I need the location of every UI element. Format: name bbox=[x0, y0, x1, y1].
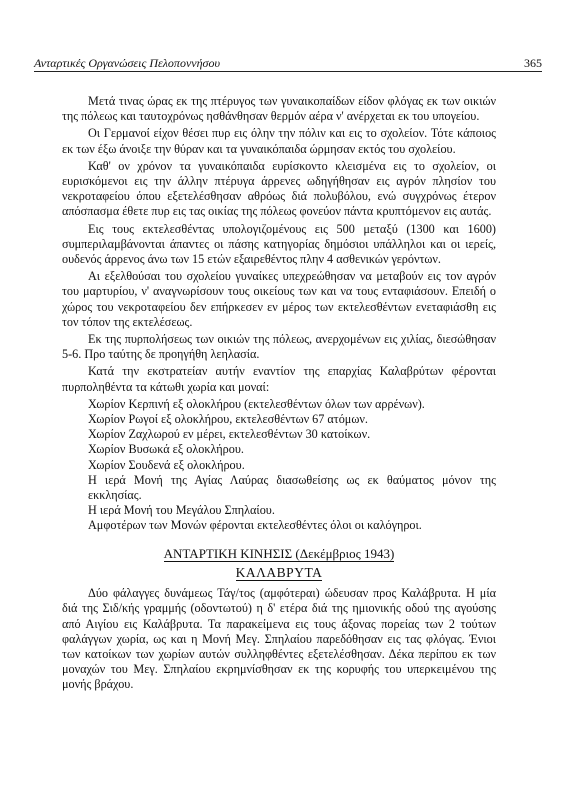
paragraph: Καθ' ον χρόνον τα γυναικόπαιδα ευρίσκοντο κλεισμένα εις το σχολείον, οι ευρισκόμενοι εις την άλλην πτέρυγα άρρενες ωδηγήθησαν εις αγρόν πλησίον του νεκροταφείου όπου εξετελέσθησαν αθρόως διά πολυβόλου, ενώ συγχρόνως έτερον απόσπασμα έθετε πυρ εις τας οικίας της πόλεως φονεύον πάντα κρυπτόμενον εις αυτάς. bbox=[62, 158, 496, 219]
section-subheading-text: ΚΑΛΑΒΡΥΤΑ bbox=[235, 564, 323, 580]
paragraph: Κατά την εκστρατείαν αυτήν εναντίον της επαρχίας Καλαβρύτων φέρονται πυρποληθέντα τα κάτωθι χωρία και μοναί: bbox=[62, 364, 496, 394]
header-rule bbox=[34, 71, 542, 72]
list-item: Χωρίον Ζαχλωρού εν μέρει, εκτελεσθέντων 30 κατοίκων. bbox=[88, 427, 371, 442]
paragraph: Οι Γερμανοί είχον θέσει πυρ εις όλην την πόλιν και εις το σχολείον. Τότε κάποιος εκ των έξω άνοιξε την θύραν και τα γυναικόπαιδα ώρμησαν εκτός του σχολείου. bbox=[62, 126, 496, 156]
section-heading-text: ΑΝΤΑΡΤΙΚΗ ΚΙΝΗΣΙΣ (Δεκέμβριος 1943) bbox=[163, 545, 395, 561]
paragraph: Εις τους εκτελεσθέντας υπολογιζομένους εις 500 μεταξύ (1300 και 1600) συμπεριλαμβάνονται άπαντες οι πάσης κατηγορίας δημόσιοι υπάλληλοι και οι ιερείς, ουδενός άρρενος άνω των 15 ετών εξαιρεθέντος πλην 4 ασθενικών γερόντων. bbox=[62, 221, 496, 267]
section-heading bbox=[62, 546, 496, 561]
running-header bbox=[34, 56, 542, 71]
page-number: 365 bbox=[524, 56, 542, 70]
paragraph: Μετά τινας ώρας εκ της πτέρυγος των γυναικοπαίδων είδον φλόγας εκ των οικιών της πόλεως και ταυτοχρόνως ησθάνθησαν θερμόν αέρα ν' ανέρχεται εκ του υπογείου. bbox=[62, 94, 496, 124]
list-item: Χωρίον Βυσωκά εξ ολοκλήρου. bbox=[88, 442, 244, 457]
list-item: Η ιερά Μονή του Μεγάλου Σπηλαίου. bbox=[88, 503, 275, 518]
list-item: Αμφοτέρων των Μονών φέρονται εκτελεσθέντες όλοι οι καλόγηροι. bbox=[88, 518, 422, 533]
section-subheading bbox=[62, 565, 496, 580]
paragraph: Αι εξελθούσαι του σχολείου γυναίκες υπεχρεώθησαν να μεταβούν εις τον αγρόν του μαρτυρίου, ν' αναγνωρίσουν τους οικείους των και να τους ενταφιάσουν. Επειδή ο χώρος του νεκροταφείου δεν επήρκεσεν εν μέρος των εκτελεσθέντων ενεταφιάσθη εις τον τόπον της εκτελέσεως. bbox=[62, 269, 496, 329]
running-title: Ανταρτικές Οργανώσεις Πελοποννήσου bbox=[34, 56, 220, 70]
list-item: Η ιερά Μονή της Αγίας Λαύρας διασωθείσης ως εκ θαύματος μόνον της εκκλησίας. bbox=[88, 472, 496, 503]
village-list bbox=[62, 397, 496, 534]
list-item: Χωρίον Κερπινή εξ ολοκλήρου (εκτελεσθέντων όλων των αρρένων). bbox=[88, 396, 425, 411]
paragraph: Δύο φάλαγγες δυνάμεως Τάγ/τος (αμφότεραι) ώδευσαν προς Καλάβρυτα. Η μία διά της Σιδ/κής γραμμής (οδοντωτού) η δ' ετέρα διά της ημιονικής οδού της αγούσης από Αιγίου εις Καλάβρυτα. Τα παρακείμενα εις τους άξονας πορείας των 2 τούτων φαλάγγων χωρία, ως και η Μονή Μεγ. Σπηλαίου παρεδόθησαν εις τας φλόγας. Ένιοι των κατοίκων των χωρίων αυτών συλληφθέντες εξετελέσθησαν. Δέκα περίπου εκ των μοναχών του Μεγ. Σπηλαίου εκρημνίσθησαν εκ της κορυφής του υπερκειμένου της μονής βράχου. bbox=[62, 586, 496, 692]
list-item: Χωρίον Ρωγοί εξ ολοκλήρου, εκτελεσθέντων 67 ατόμων. bbox=[88, 412, 368, 427]
list-item: Χωρίον Σουδενά εξ ολοκλήρου. bbox=[88, 457, 245, 472]
page-body bbox=[62, 94, 496, 695]
paragraph: Εκ της πυρπολήσεως των οικιών της πόλεως, ανερχομένων εις χιλίας, διεσώθησαν 5-6. Προ ταύτης δε προηγήθη λεηλασία. bbox=[62, 332, 496, 362]
